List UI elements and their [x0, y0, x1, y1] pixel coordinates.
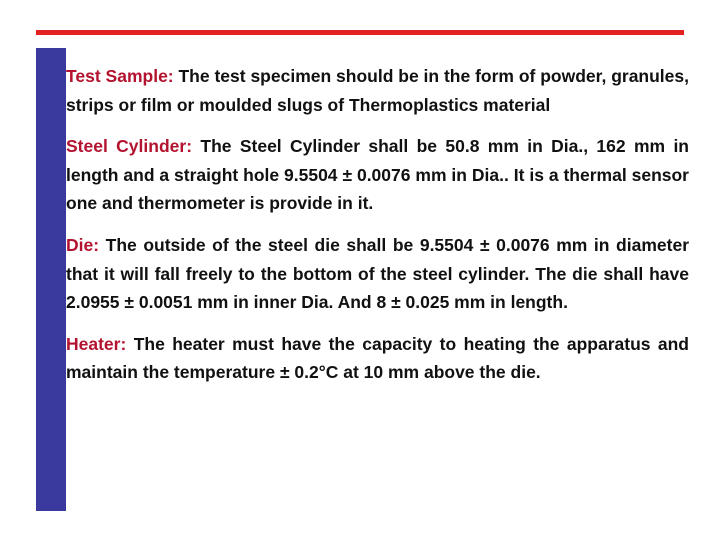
text-steel-cylinder: The Steel Cylinder shall be 50.8 mm in Dia., 162 mm in length and a straight hole 9.5504 ± 0.0076 mm in Dia.. It is a thermal sensor one and thermometer is provide in it. [66, 136, 689, 214]
term-heater: Heater: [66, 333, 127, 354]
paragraph-test-sample [66, 62, 689, 119]
paragraph-die [66, 231, 689, 317]
paragraph-steel-cylinder [66, 132, 689, 218]
term-steel-cylinder: Steel Cylinder: [66, 136, 193, 157]
slide-content [66, 62, 689, 400]
term-test-sample: Test Sample: [66, 66, 174, 86]
text-die: The outside of the steel die shall be 9.5504 ± 0.0076 mm in diameter that it will fall freely to the bottom of the steel cylinder. The die shall have 2.0955 ± 0.0051 mm in inner Dia. And 8 ± 0.025 mm in length. [66, 234, 689, 313]
term-die: Die: [66, 234, 100, 255]
text-heater: The heater must have the capacity to heating the apparatus and maintain the temperature ± 0.2°C at 10 mm above the die. [66, 333, 689, 383]
paragraph-heater [66, 330, 689, 387]
side-accent-bar [36, 48, 66, 511]
top-accent-rule [36, 30, 684, 35]
text-test-sample: The test specimen should be in the form of powder, granules, strips or film or moulded slugs of Thermoplastics material [66, 66, 689, 115]
